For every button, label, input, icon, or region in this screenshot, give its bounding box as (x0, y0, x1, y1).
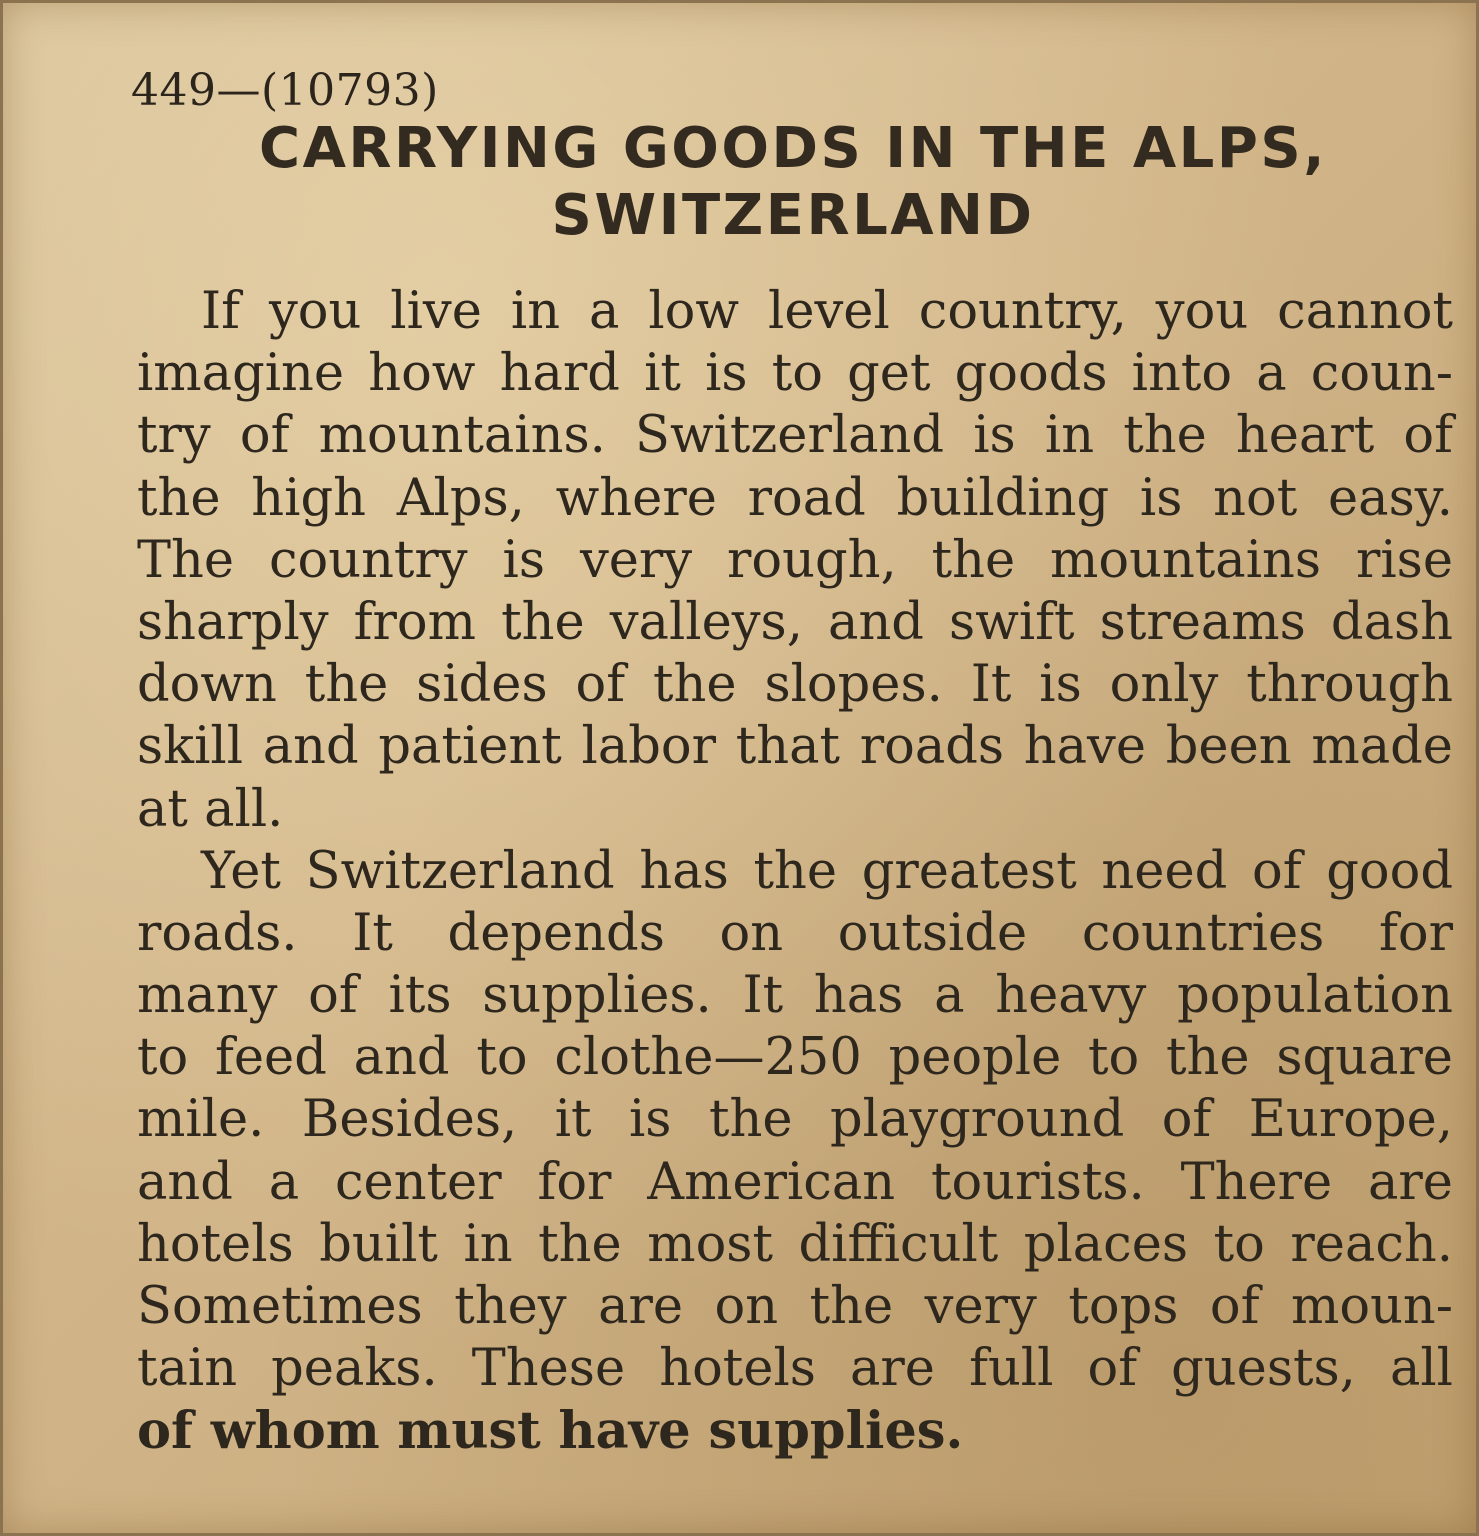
text-line: the high Alps, where road building is not easy. (137, 468, 1453, 528)
title-line-2: SWITZERLAND (551, 183, 1035, 248)
text-line: to feed and to clothe—250 people to the square (137, 1028, 1453, 1088)
text-line: sharply from the valleys, and swift streams dash (137, 592, 1453, 652)
text-line: mile. Besides, it is the playground of Europe, (137, 1090, 1453, 1150)
card-title (133, 115, 1453, 249)
text-line: tain peaks. These hotels are full of guests, all (137, 1339, 1453, 1399)
text-line: imagine how hard it is to get goods into a coun- (137, 344, 1453, 404)
text-line: many of its supplies. It has a heavy population (137, 966, 1453, 1026)
text-line: try of mountains. Switzerland is in the heart of (137, 406, 1453, 466)
text-line: Sometimes they are on the very tops of moun- (137, 1277, 1453, 1336)
text-line: roads. It depends on outside countries for (137, 903, 1453, 963)
text-line: and a center for American tourists. There are (137, 1152, 1453, 1212)
text-line: Yet Switzerland has the greatest need of good (201, 841, 1453, 901)
text-line: down the sides of the slopes. It is only through (137, 655, 1453, 715)
text-line: The country is very rough, the mountains rise (137, 530, 1453, 590)
caption-body (137, 281, 1453, 1463)
text-line: of whom must have supplies. (137, 1401, 964, 1462)
text-line: skill and patient labor that roads have been made (137, 717, 1453, 777)
catalog-number: 449—(10793) (131, 65, 439, 116)
paragraph-1 (137, 281, 1453, 841)
text-line: If you live in a low level country, you cannot (201, 282, 1453, 341)
paragraph-2 (137, 841, 1453, 1463)
title-line-1: CARRYING GOODS IN THE ALPS, (258, 116, 1327, 181)
text-line: hotels built in the most difficult places to reach. (137, 1214, 1453, 1274)
text-line: at all. (137, 779, 284, 839)
